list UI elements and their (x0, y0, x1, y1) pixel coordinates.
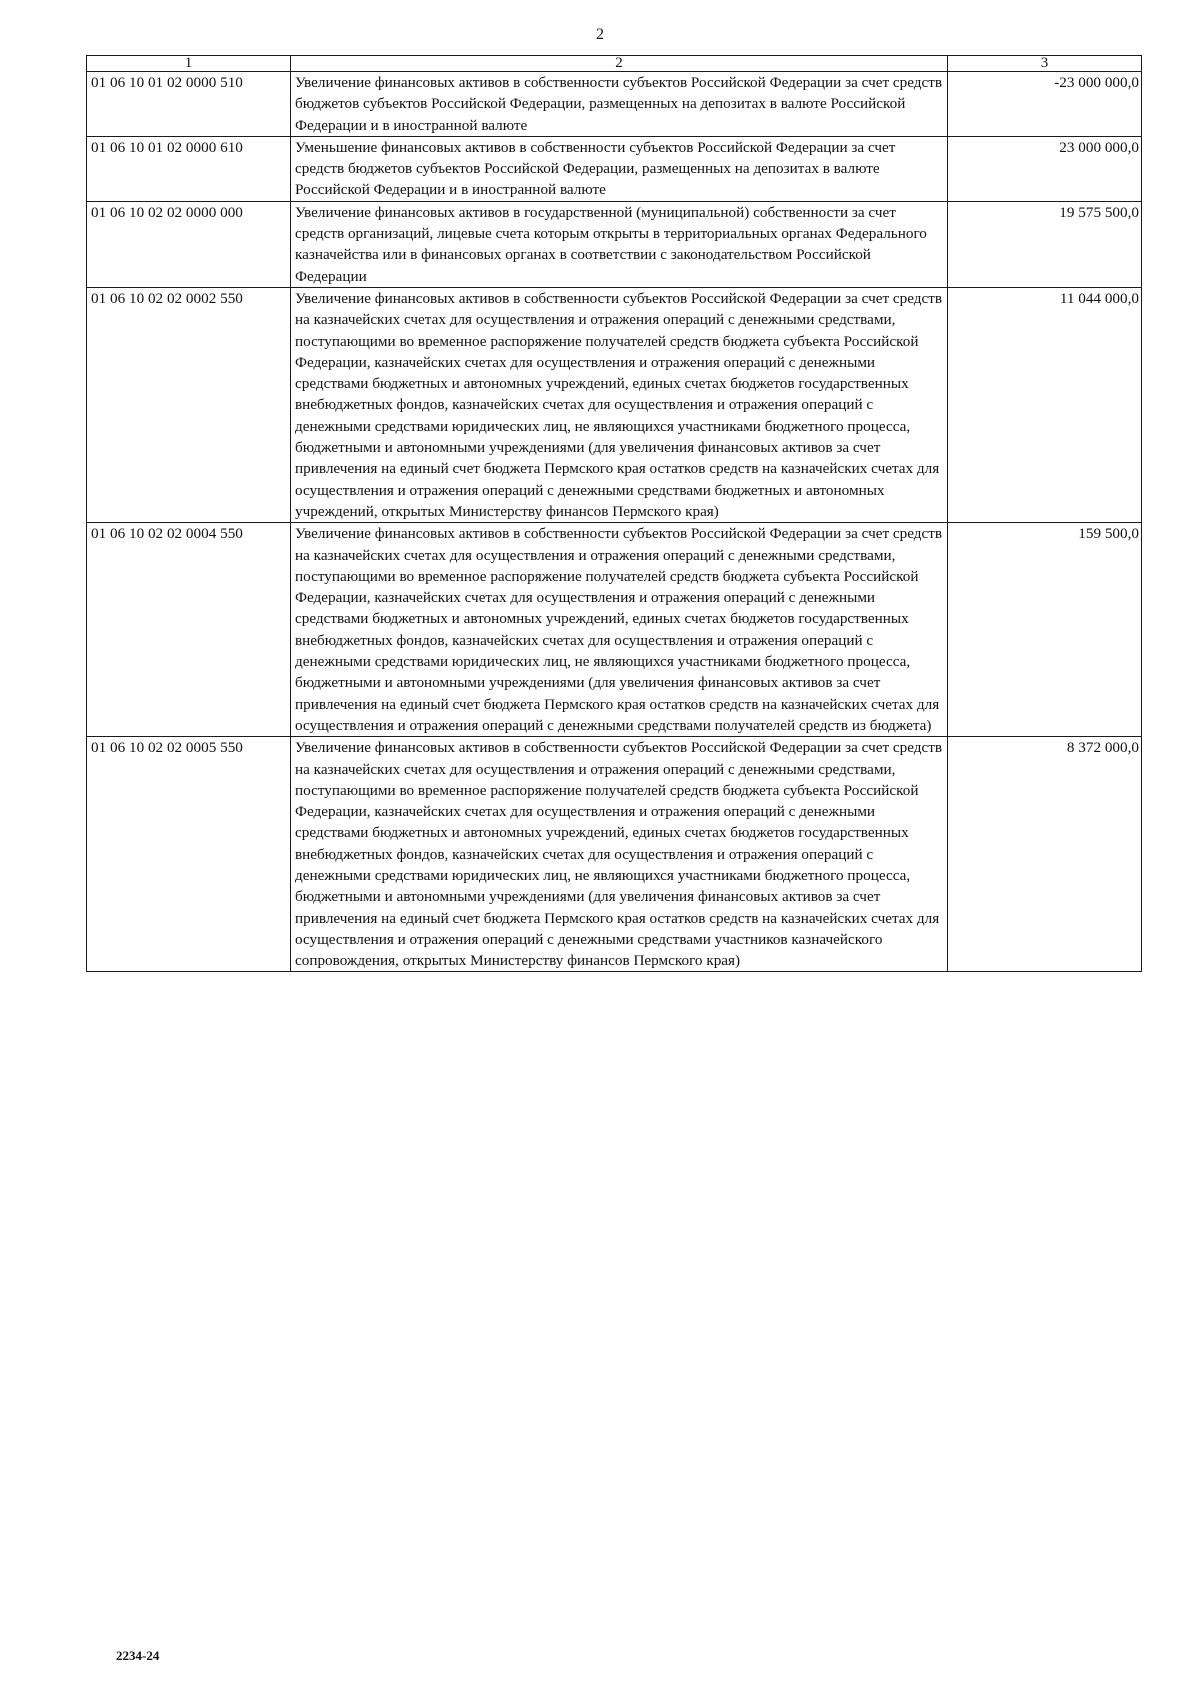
table-row (87, 737, 1142, 972)
row-amount: 23 000 000,0 (948, 136, 1142, 201)
row-description: Увеличение финансовых активов в собственности субъектов Российской Федерации за счет средств на казначейских счетах для осуществления и отражения операций с денежными средствами, поступающими во временное распоряжение получателей средств бюджета субъекта Российской Федерации, казначейских счетах для осуществления и отражения операций с денежными средствами бюджетных и автономных учреждений, единых счетах бюджетов государственных внебюджетных фондов, казначейских счетах для осуществления и отражения операций с денежными средствами юридических лиц, не являющихся участниками бюджетного процесса, бюджетными и автономными учреждениями (для увеличения финансовых активов за счет привлечения на единый счет бюджета Пермского края остатков средств на казначейских счетах для осуществления и отражения операций с денежными средствами получателей средств из бюджета) (291, 523, 948, 737)
column-header-description: 2 (291, 56, 948, 72)
row-code: 01 06 10 02 02 0005 550 (87, 737, 291, 972)
row-code: 01 06 10 02 02 0004 550 (87, 523, 291, 737)
column-header-amount: 3 (948, 56, 1142, 72)
row-description: Увеличение финансовых активов в собственности субъектов Российской Федерации за счет средств бюджетов субъектов Российской Федерации, размещенных на депозитах в валюте Российской Федерации и в иностранной валюте (291, 72, 948, 137)
budget-sources-table (86, 55, 1142, 972)
table-row (87, 287, 1142, 522)
row-amount: 8 372 000,0 (948, 737, 1142, 972)
document-id: 2234-24 (116, 1648, 160, 1663)
row-code: 01 06 10 02 02 0002 550 (87, 287, 291, 522)
row-amount: -23 000 000,0 (948, 72, 1142, 137)
row-code: 01 06 10 02 02 0000 000 (87, 201, 291, 287)
column-header-code: 1 (87, 56, 291, 72)
row-description: Уменьшение финансовых активов в собственности субъектов Российской Федерации за счет средств бюджетов субъектов Российской Федерации, размещенных на депозитах в валюте Российской Федерации и в иностранной валюте (291, 136, 948, 201)
table-header-row (87, 56, 1142, 72)
row-amount: 19 575 500,0 (948, 201, 1142, 287)
row-code: 01 06 10 01 02 0000 510 (87, 72, 291, 137)
row-description: Увеличение финансовых активов в собственности субъектов Российской Федерации за счет средств на казначейских счетах для осуществления и отражения операций с денежными средствами, поступающими во временное распоряжение получателей средств бюджета субъекта Российской Федерации, казначейских счетах для осуществления и отражения операций с денежными средствами бюджетных и автономных учреждений, единых счетах бюджетов государственных внебюджетных фондов, казначейских счетах для осуществления и отражения операций с денежными средствами юридических лиц, не являющихся участниками бюджетного процесса, бюджетными и автономными учреждениями (для увеличения финансовых активов за счет привлечения на единый счет бюджета Пермского края остатков средств на казначейских счетах для осуществления и отражения операций с денежными средствами бюджетных и автономных учреждений, открытых Министерству финансов Пермского края) (291, 287, 948, 522)
table-row (87, 523, 1142, 737)
row-code: 01 06 10 01 02 0000 610 (87, 136, 291, 201)
table-row (87, 72, 1142, 137)
row-description: Увеличение финансовых активов в собственности субъектов Российской Федерации за счет средств на казначейских счетах для осуществления и отражения операций с денежными средствами, поступающими во временное распоряжение получателей средств бюджета субъекта Российской Федерации, казначейских счетах для осуществления и отражения операций с денежными средствами бюджетных и автономных учреждений, единых счетах бюджетов государственных внебюджетных фондов, казначейских счетах для осуществления и отражения операций с денежными средствами юридических лиц, не являющихся участниками бюджетного процесса, бюджетными и автономными учреждениями (для увеличения финансовых активов за счет привлечения на единый счет бюджета Пермского края остатков средств на казначейских счетах для осуществления и отражения операций с денежными средствами участников казначейского сопровождения, открытых Министерству финансов Пермского края) (291, 737, 948, 972)
row-amount: 11 044 000,0 (948, 287, 1142, 522)
page-number: 2 (596, 26, 604, 43)
row-amount: 159 500,0 (948, 523, 1142, 737)
row-description: Увеличение финансовых активов в государственной (муниципальной) собственности за счет средств организаций, лицевые счета которым открыты в территориальных органах Федерального казначейства или в финансовых органах в соответствии с законодательством Российской Федерации (291, 201, 948, 287)
table-row (87, 136, 1142, 201)
table-row (87, 201, 1142, 287)
